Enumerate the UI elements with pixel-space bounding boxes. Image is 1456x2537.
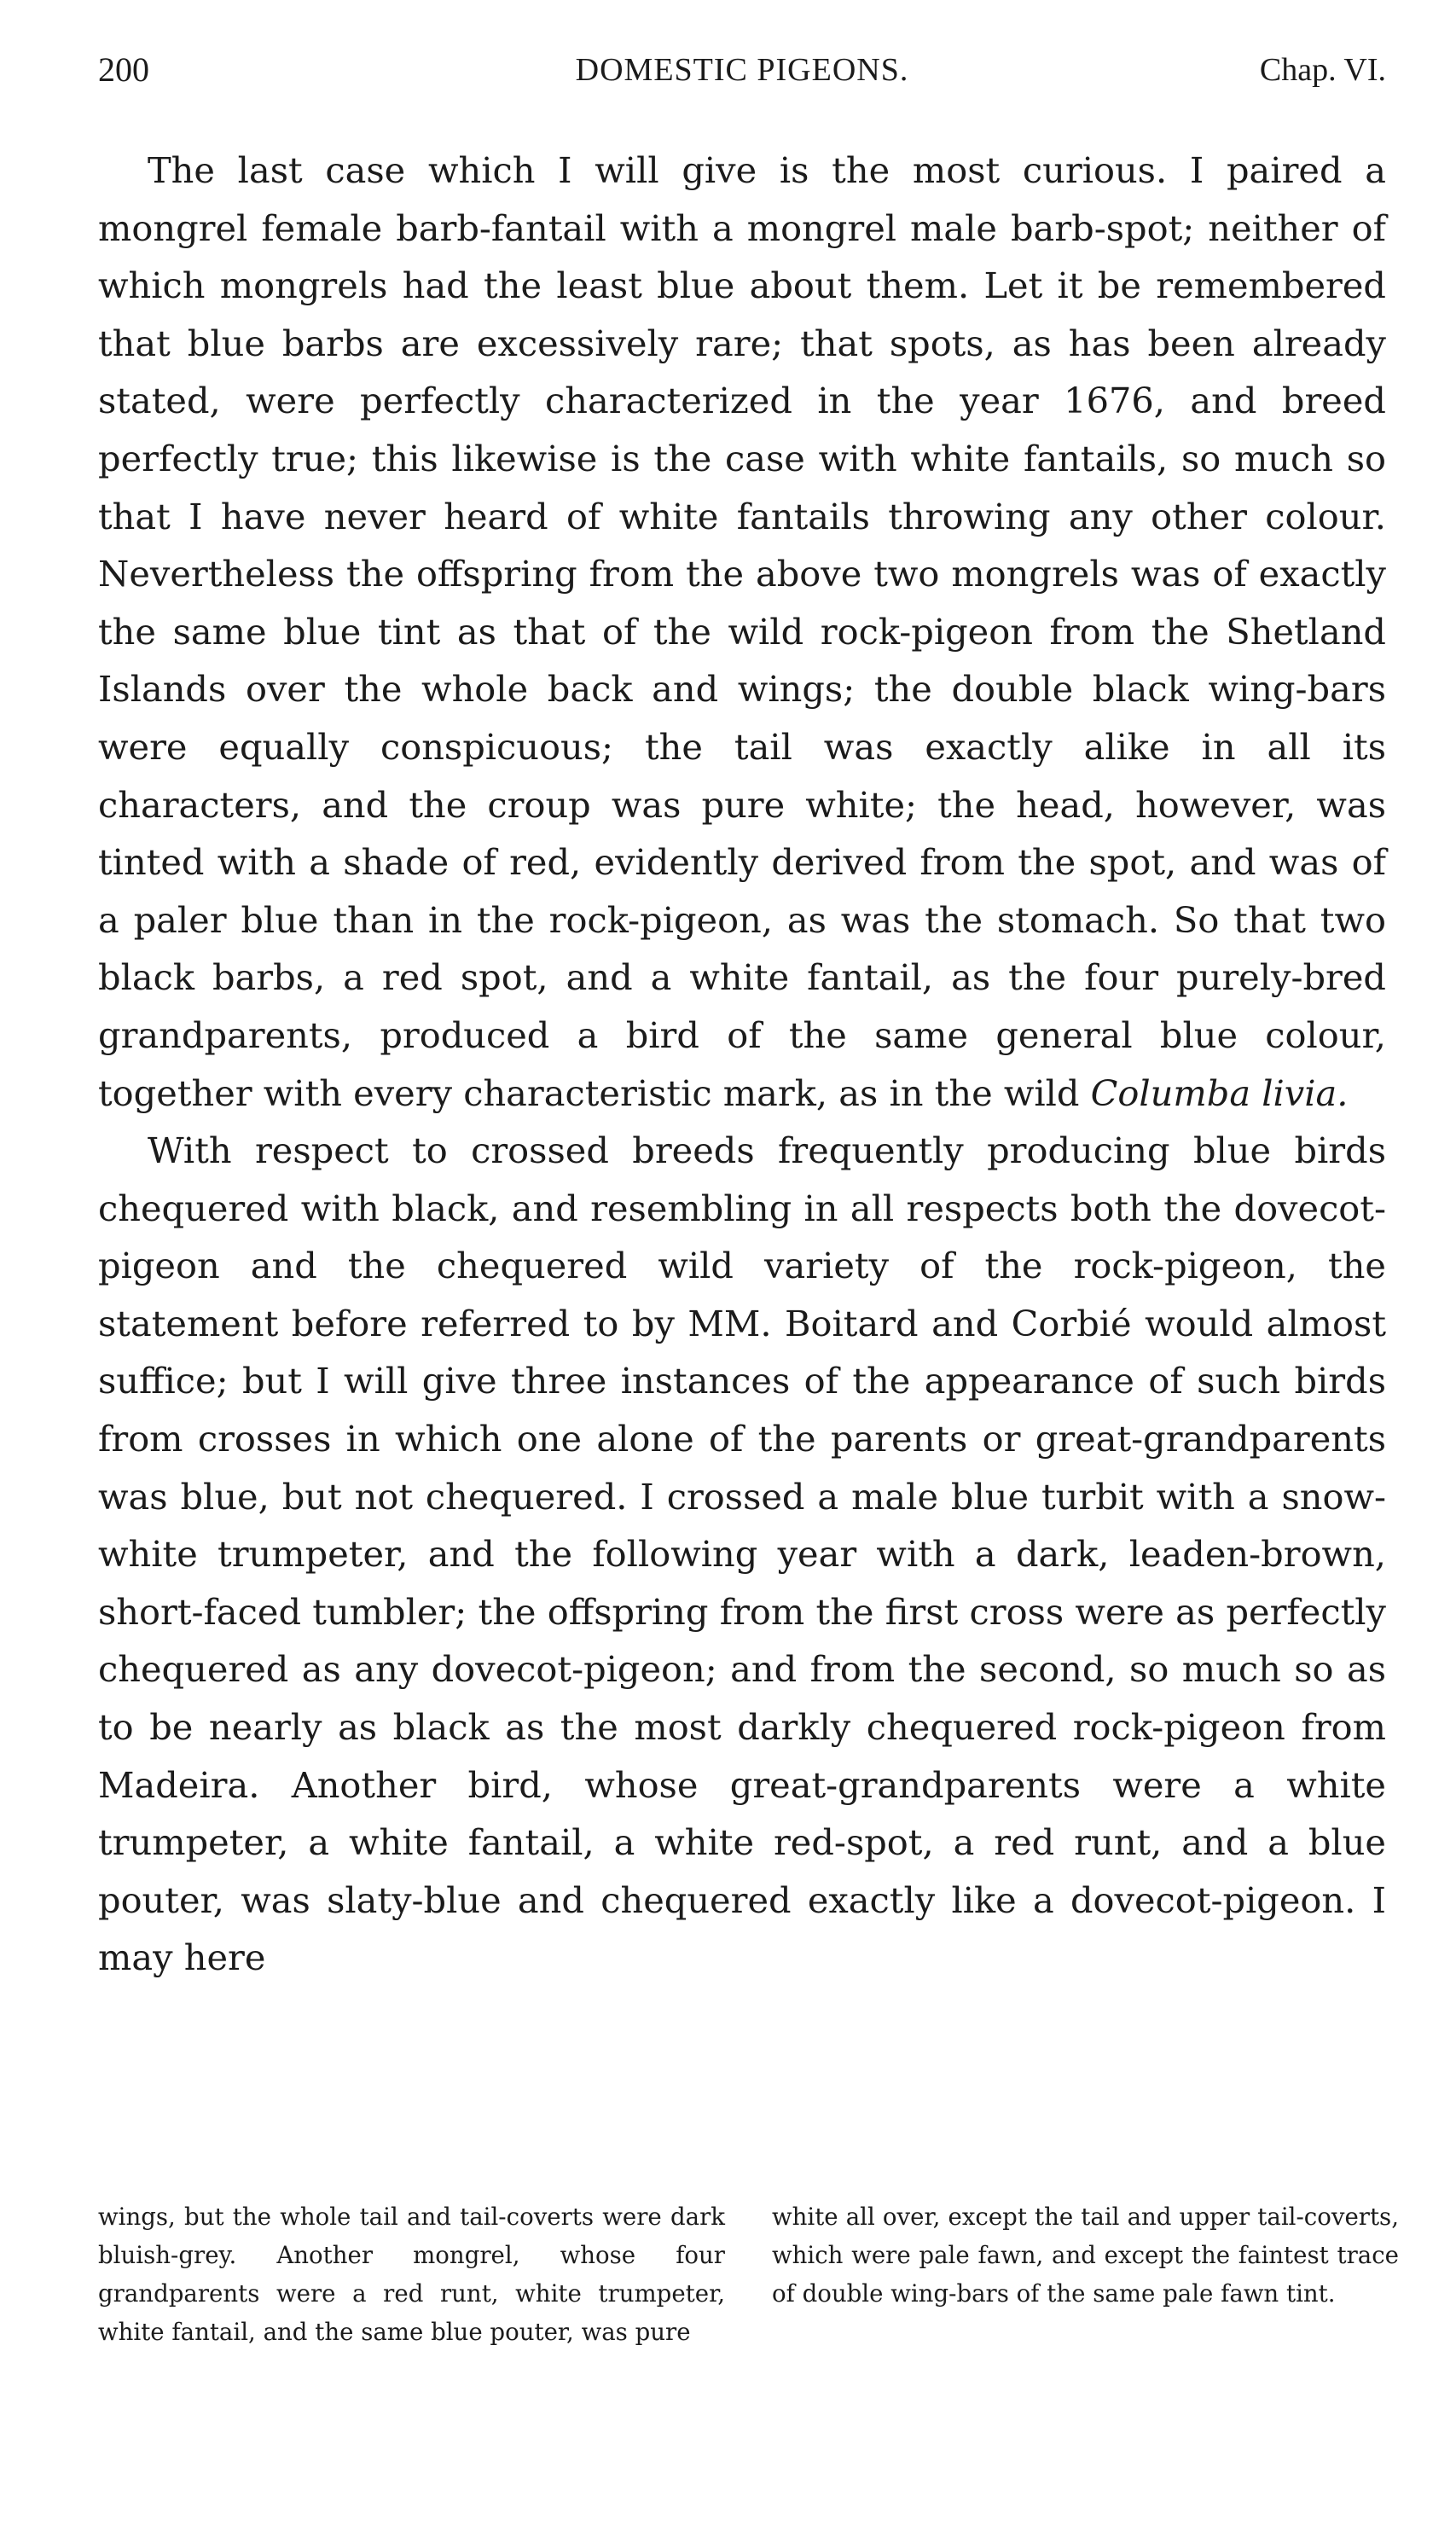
footnote-right-column: white all over, except the tail and upper tail-coverts, which were pale fawn, and except the faintest trace of double wing-bars of the same pale fawn tint. <box>772 2203 1399 2308</box>
chapter-label: Chap. VI. <box>1259 52 1386 88</box>
species-name-italic: Columba livia. <box>1090 1071 1349 1114</box>
running-title: DOMESTIC PIGEONS. <box>575 52 909 88</box>
paragraph-1 <box>98 142 1386 1122</box>
paragraph-1-text: The last case which I will give is the most curious. I paired a mongrel female barb-fantail with a mongrel male barb-spot; neither of which mongrels had the least blue about them. Let it be remembered that blue barbs are excessively rare; that spots, as has been already stated, were perfectly characterized in the year 1676, and breed perfectly true; this likewise is the case with white fantails, so much so that I have never heard of white fantails throwing any other colour. Nevertheless the offspring from the above two mongrels was of exactly the same blue tint as that of the wild rock-pigeon from the Shetland Islands over the whole back and wings; the double black wing-bars were equally conspicuous; the tail was exactly alike in all its characters, and the croup was pure white; the head, however, was tinted with a shade of red, evidently derived from the spot, and was of a paler blue than in the rock-pigeon, as was the stomach. So that two black barbs, a red spot, and a white fantail, as the four purely-bred grandparents, produced a bird of the same general blue colour, together with every characteristic mark, as in the wild <box>98 149 1386 1114</box>
footnote-left-column: wings, but the whole tail and tail-coverts were dark bluish-grey. Another mongrel, whose four grandparents were a red runt, white trumpeter, white fantail, and the same blue pouter, was pure <box>98 2203 725 2346</box>
running-head <box>98 44 1386 96</box>
page-number: 200 <box>98 50 149 89</box>
paragraph-2: With respect to crossed breeds frequently producing blue birds chequered with black, and resembling in all respects both the dovecot-pigeon and the chequered wild variety of the rock-pigeon, the statement before referred to by MM. Boitard and Corbié would almost suffice; but I will give three instances of the appearance of such birds from crosses in which one alone of the parents or great-grandparents was blue, but not chequered. I crossed a male blue turbit with a snow-white trumpeter, and the following year with a dark, leaden-brown, short-faced tumbler; the offspring from the first cross were as perfectly chequered as any dovecot-pigeon; and from the second, so much so as to be nearly as black as the most darkly chequered rock-pigeon from Madeira. Another bird, whose great-grandparents were a white trumpeter, a white fantail, a white red-spot, a red runt, and a blue pouter, was slaty-blue and chequered exactly like a dovecot-pigeon. I may here <box>98 1129 1386 1979</box>
body-text <box>98 142 1386 1987</box>
